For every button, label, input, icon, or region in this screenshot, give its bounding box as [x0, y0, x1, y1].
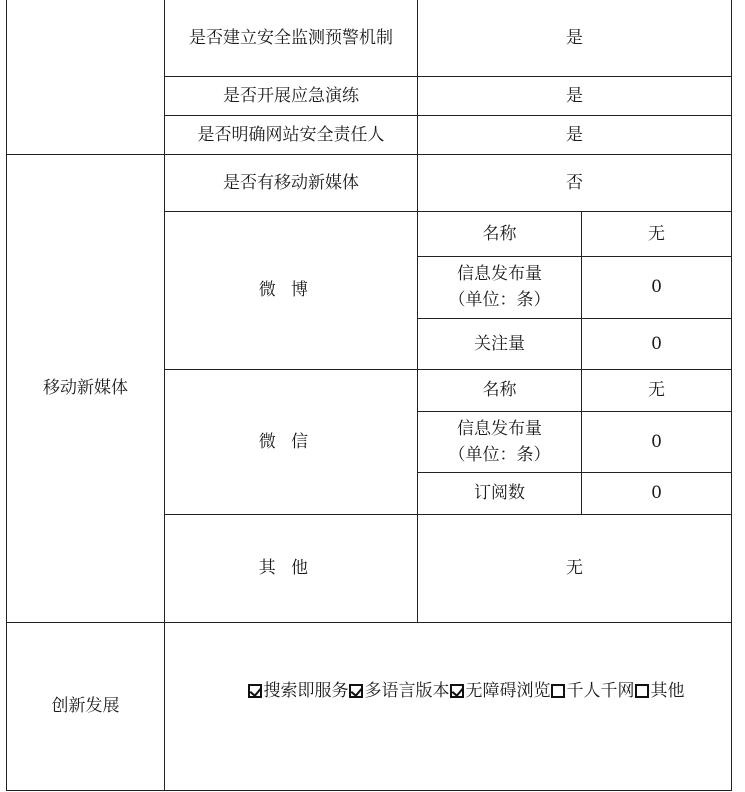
- weixin-publish-label-line2: （单位：条）: [448, 444, 551, 465]
- weixin-publish-label: [418, 411, 582, 472]
- weixin-name-label: 名称: [418, 369, 582, 411]
- option-label: 其他: [650, 681, 685, 701]
- innovation-options: [248, 678, 685, 706]
- innovation-options-cell: [165, 622, 732, 790]
- option-multilingual[interactable]: [349, 678, 450, 704]
- checkbox-icon[interactable]: [635, 684, 649, 698]
- report-table: [6, 0, 732, 791]
- weibo-name-label: 名称: [418, 211, 582, 256]
- weixin-publish-value: 0: [582, 411, 732, 472]
- checkbox-icon[interactable]: [551, 684, 565, 698]
- other-value: 无: [418, 514, 732, 622]
- weixin-subscribe-value: 0: [582, 472, 732, 514]
- other-label: 其他: [165, 514, 418, 622]
- option-accessibility[interactable]: [450, 678, 551, 704]
- weixin-publish-label-line1: 信息发布量: [457, 418, 542, 439]
- drill-value: 是: [418, 76, 732, 115]
- weibo-label: 微博: [165, 211, 418, 369]
- mobile-section-label: 移动新媒体: [7, 154, 165, 622]
- weibo-publish-label-line2: （单位：条）: [448, 290, 551, 310]
- checkbox-icon[interactable]: [248, 684, 262, 698]
- responsible-label: 是否明确网站安全责任人: [165, 115, 418, 154]
- weixin-name-value: 无: [582, 369, 732, 411]
- weibo-publish-value: 0: [582, 256, 732, 318]
- has-media-value: 否: [418, 154, 732, 211]
- option-label: 多语言版本: [364, 681, 450, 701]
- weibo-publish-label: [418, 256, 582, 318]
- weixin-subscribe-label: 订阅数: [418, 472, 582, 514]
- weibo-publish-label-line1: 信息发布量: [457, 264, 542, 284]
- weixin-label: 微信: [165, 369, 418, 514]
- checkbox-icon[interactable]: [349, 684, 363, 698]
- option-other[interactable]: [635, 678, 685, 704]
- warning-label-text: 是否建立安全监测预警机制: [189, 27, 393, 48]
- has-media-label: 是否有移动新媒体: [165, 154, 418, 211]
- weibo-name-value: 无: [582, 211, 732, 256]
- responsible-value: 是: [418, 115, 732, 154]
- drill-label: 是否开展应急演练: [165, 76, 418, 115]
- security-section-cell: [7, 0, 165, 154]
- option-label: 千人千网: [566, 681, 635, 701]
- innovation-section-label: 创新发展: [7, 622, 165, 790]
- option-label: 搜索即服务: [263, 681, 349, 701]
- weibo-follow-label: 关注量: [418, 318, 582, 369]
- checkbox-icon[interactable]: [450, 684, 464, 698]
- option-label: 无障碍浏览: [465, 681, 551, 701]
- warning-label: [165, 0, 418, 76]
- warning-value: 是: [418, 0, 732, 76]
- option-search-service[interactable]: [248, 678, 349, 704]
- weibo-follow-value: 0: [582, 318, 732, 369]
- option-personalized[interactable]: [551, 678, 635, 704]
